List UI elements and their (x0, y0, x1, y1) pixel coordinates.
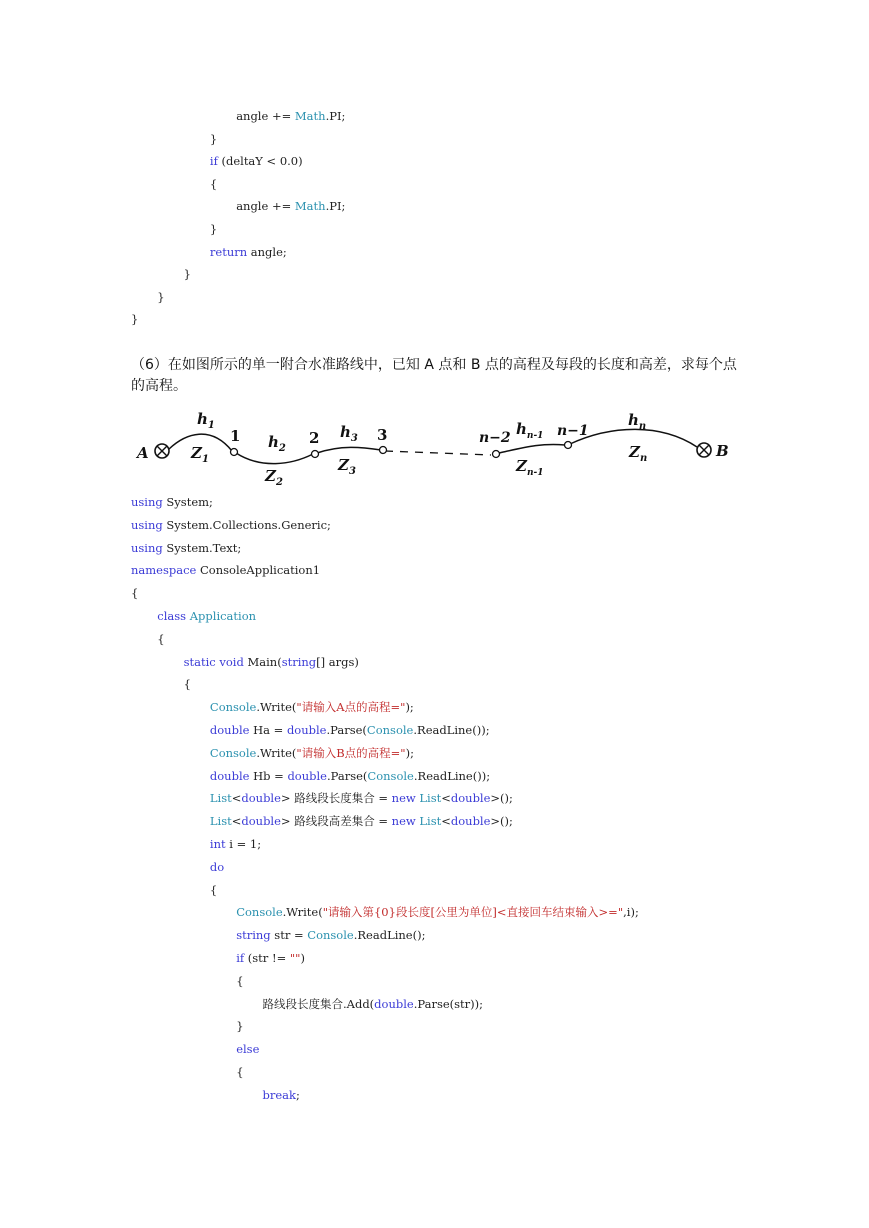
leveling-route-diagram (131, 403, 735, 489)
h3-label: $h_3$ (340, 423, 358, 444)
z3-label: $Z_3$ (338, 456, 356, 477)
code-token: angle += (236, 199, 295, 214)
station-n-2-marker (493, 451, 500, 458)
code-token: angle += (236, 109, 295, 123)
code-token: .Parse(str)); (413, 996, 484, 1011)
point-a-label: A (137, 444, 149, 462)
code-token: double (450, 791, 491, 806)
code-token: .PI; (325, 199, 346, 214)
code-token: > 路线段长度集合 = (280, 791, 392, 806)
code-token: .Write( (282, 905, 323, 920)
code-token: ); (405, 745, 414, 760)
code-line (210, 219, 217, 239)
code-token: else (236, 1042, 260, 1057)
code-token: string (281, 654, 317, 669)
code-token: Console (366, 723, 414, 737)
code-token: Main( (243, 654, 282, 669)
code-token: System.Text; (162, 540, 242, 555)
code-line (236, 106, 345, 126)
code-line (236, 196, 345, 216)
code-line (236, 971, 243, 991)
code-line (236, 1039, 259, 1059)
code-token: double (209, 723, 250, 737)
code-token: Math (294, 109, 326, 123)
station-2-label: 2 (309, 429, 320, 447)
code-token: Console (209, 745, 257, 760)
code-token: double (209, 768, 250, 783)
code-token: Math (294, 199, 326, 214)
code-line (184, 652, 359, 672)
code-token: using (131, 495, 163, 509)
code-token: } (209, 131, 218, 146)
code-token: { (157, 631, 165, 646)
code-line (157, 287, 164, 307)
code-token: double (287, 768, 327, 783)
code-token: > 路线段高差集合 = (280, 814, 392, 829)
code-token: ); (405, 700, 414, 715)
code-line (236, 902, 639, 922)
code-line (210, 129, 217, 149)
code-token: double (241, 791, 281, 806)
code-token: if (236, 951, 245, 965)
code-token: do (209, 859, 225, 874)
code-token: Console (236, 905, 283, 920)
code-token: ConsoleApplication1 (196, 563, 321, 578)
code-token: ; (296, 1087, 300, 1102)
code-token: { (236, 1065, 244, 1079)
code-line (131, 538, 241, 558)
z1-label: $Z_1$ (191, 444, 209, 465)
code-token: return (209, 244, 248, 259)
zn-1-label: $Z_{n-1}$ (516, 457, 544, 478)
code-token: new (391, 791, 416, 806)
code-token: < (441, 791, 451, 806)
code-token: namespace (131, 563, 197, 578)
code-line (236, 1062, 243, 1082)
station-3-marker (380, 447, 387, 454)
code-line (131, 583, 138, 603)
station-1-label: 1 (230, 427, 241, 445)
code-line (236, 925, 425, 945)
code-token: "请输入A点的高程=" (296, 700, 406, 715)
code-line (210, 174, 217, 194)
code-token: ,i); (623, 905, 639, 920)
code-token: .ReadLine(); (353, 928, 426, 943)
code-token: Console (367, 768, 414, 783)
zn-label: $Z_n$ (629, 443, 648, 464)
code-token: static (183, 654, 216, 669)
code-line (210, 788, 513, 808)
code-token: .PI; (325, 109, 346, 123)
benchmark-a-icon (155, 444, 169, 458)
code-token: } (183, 267, 191, 282)
code-token: (str != (244, 951, 290, 965)
code-token: double (374, 996, 414, 1011)
code-token: Application (189, 609, 257, 623)
code-token: System; (162, 495, 213, 509)
z2-label: $Z_2$ (265, 467, 283, 488)
station-2-marker (312, 451, 319, 458)
code-token: .Write( (256, 700, 297, 715)
code-line (210, 151, 303, 171)
benchmark-b-icon (697, 443, 711, 457)
code-token: < (441, 814, 451, 829)
segment-3-curve (317, 447, 381, 453)
code-token: i = 1; (225, 837, 262, 851)
hn-label: $h_n$ (628, 411, 647, 432)
code-token: str = (270, 928, 308, 943)
code-token: (deltaY < 0.0) (217, 154, 303, 169)
code-line (210, 880, 217, 900)
code-token: { (183, 677, 191, 692)
code-line (210, 697, 414, 717)
code-token: [] args) (316, 654, 359, 669)
code-token: } (209, 222, 218, 236)
code-line (131, 492, 213, 512)
code-token: "请输入第{0}段长度[公里为单位]<直接回车结束输入>=" (322, 905, 624, 920)
dashed-segment (385, 451, 491, 455)
code-line (210, 834, 261, 854)
hn-1-label: $h_{n-1}$ (516, 420, 544, 441)
code-token: "" (289, 951, 301, 965)
code-token: List (209, 791, 232, 806)
code-token: List (419, 791, 442, 806)
code-token: void (219, 654, 244, 669)
code-line (210, 766, 490, 786)
code-token: double (286, 723, 327, 737)
segment-2-curve (236, 453, 313, 464)
code-line (236, 948, 305, 968)
code-token: Console (209, 700, 257, 715)
code-token: break (262, 1087, 296, 1102)
code-token: .Write( (256, 745, 297, 760)
code-token: .Parse( (326, 768, 368, 783)
code-token: >(); (490, 814, 513, 829)
code-token: List (419, 814, 442, 829)
code-line (157, 606, 256, 626)
code-token: 路线段长度集合.Add( (262, 996, 375, 1011)
code-line (263, 1085, 300, 1105)
code-token: .ReadLine()); (413, 723, 490, 737)
code-token: { (209, 882, 218, 897)
code-line (184, 264, 191, 284)
code-token: ) (300, 951, 305, 965)
h1-label: $h_1$ (197, 410, 215, 431)
code-token: new (391, 814, 416, 829)
code-token: using (131, 517, 163, 532)
code-line (210, 720, 490, 740)
code-line (184, 674, 191, 694)
code-token: .ReadLine()); (413, 768, 491, 783)
code-line (210, 743, 414, 763)
code-line (236, 1016, 243, 1036)
station-3-label: 3 (377, 426, 388, 444)
code-token: { (131, 586, 139, 601)
code-token: < (231, 814, 242, 829)
code-line (131, 560, 320, 580)
code-token: Hb = (249, 768, 288, 783)
code-token: { (236, 973, 244, 988)
code-line (131, 309, 138, 329)
code-line (210, 242, 287, 262)
code-token: } (131, 312, 139, 327)
code-token: int (209, 837, 226, 851)
code-token: >(); (490, 791, 513, 806)
code-token: < (231, 791, 242, 806)
code-token: using (131, 540, 163, 555)
code-token: "请输入B点的高程=" (296, 745, 406, 760)
station-1-marker (231, 449, 238, 456)
code-line (210, 857, 224, 877)
code-token: } (236, 1019, 244, 1034)
station-n-2-label: n−2 (479, 430, 511, 446)
code-line (131, 515, 331, 535)
code-line (263, 994, 484, 1014)
code-line (210, 811, 513, 831)
code-token: class (157, 609, 187, 623)
code-token: if (209, 154, 218, 169)
code-token: System.Collections.Generic; (162, 517, 331, 532)
code-token: double (241, 814, 281, 829)
code-line (157, 629, 164, 649)
exercise-paragraph: （6）在如图所示的单一附合水准路线中，已知 A 点和 B 点的高程及每段的长度和高差，求每个点的高程。 (131, 357, 737, 394)
station-n-1-marker (565, 442, 572, 449)
station-n-1-label: n−1 (557, 423, 589, 439)
code-token: { (209, 176, 218, 191)
code-token: string (236, 928, 271, 943)
code-token: Ha = (249, 723, 287, 737)
code-token: .Parse( (326, 723, 367, 737)
code-token: Console (307, 928, 354, 943)
code-token: double (450, 814, 491, 829)
point-b-label: B (716, 442, 729, 460)
code-token: angle; (247, 244, 287, 259)
h2-label: $h_2$ (268, 433, 286, 454)
code-token: } (157, 289, 165, 304)
code-token: List (209, 814, 232, 829)
